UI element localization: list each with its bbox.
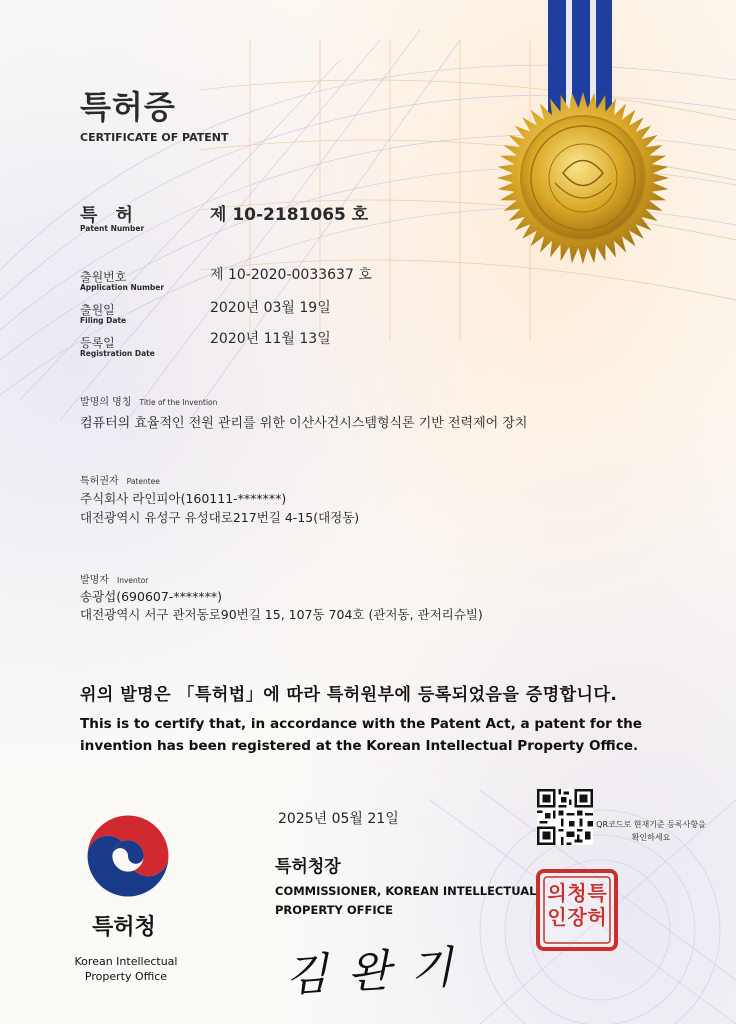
issue-date: 2025년 05월 21일 (278, 811, 399, 827)
svg-text:의: 의 (547, 881, 567, 905)
filing-date-label: 출원일 (80, 303, 115, 317)
svg-text:인: 인 (547, 905, 567, 929)
official-stamp-icon (535, 868, 619, 952)
svg-text:청: 청 (567, 881, 587, 905)
invention-title: 컴퓨터의 효율적인 전원 관리를 위한 이산사건시스템형식론 기반 전력제어 장치 (80, 416, 528, 431)
invention-title-label (80, 393, 217, 408)
patentee-label-ko: 특허권자 (80, 476, 119, 487)
qr-caption: QR코드로 현재기준 등록사항을 확인하세요 (596, 820, 706, 842)
registration-date-label: 등록일 (80, 336, 115, 350)
commissioner-title-en: COMMISSIONER, KOREAN INTELLECTUAL PROPERTY OFFICE (275, 884, 537, 917)
inventor-label (80, 571, 148, 586)
patent-number-value: 제 10-2181065 호 (210, 205, 369, 225)
patent-number-label-en: Patent Number (80, 224, 145, 233)
svg-text:장: 장 (567, 905, 587, 929)
commissioner-title-ko: 특허청장 (275, 857, 341, 877)
registration-date-label-en: Registration Date (80, 349, 155, 358)
certification-statement-ko: 위의 발명은 「특허법」에 따라 특허원부에 등록되었음을 증명합니다. (80, 685, 618, 705)
invention-title-label-ko: 발명의 명칭 (80, 397, 132, 408)
filing-date-value: 2020년 03월 19일 (210, 300, 331, 316)
application-number-value: 제 10-2020-0033637 호 (210, 267, 372, 283)
svg-text:허: 허 (587, 905, 607, 929)
patentee-name: 주식회사 라인피아(160111-*******) (80, 491, 287, 506)
patentee-label-en: Patentee (126, 477, 160, 486)
invention-title-label-en: Title of the Invention (139, 398, 218, 407)
patentee-label (80, 472, 160, 487)
registration-date-value: 2020년 11월 13일 (210, 331, 331, 347)
application-number-label-en: Application Number (80, 283, 165, 292)
office-name-ko: 특허청 (92, 915, 156, 940)
certificate-subtitle: CERTIFICATE OF PATENT (80, 131, 229, 144)
patentee-address: 대전광역시 유성구 유성대로217번길 4-15(대정동) (80, 510, 360, 525)
gold-seal-icon (493, 88, 673, 268)
inventor-label-en: Inventor (116, 576, 149, 585)
certificate-title: 특허증 (80, 88, 176, 126)
certification-statement-en: This is to certify that, in accordance with the Patent Act, a patent for the invention has been registered at the Korean Intellectual Property Office. (80, 716, 643, 754)
inventor-name: 송광섭(690607-*******) (80, 589, 222, 604)
svg-text:특: 특 (587, 881, 607, 905)
inventor-label-ko: 발명자 (80, 575, 109, 586)
taegeuk-logo-icon (82, 810, 174, 902)
qr-code-icon (537, 789, 593, 845)
application-number-label: 출원번호 (80, 270, 127, 284)
office-name-en: Korean Intellectual Property Office (74, 955, 178, 983)
filing-date-label-en: Filing Date (80, 316, 127, 325)
inventor-address: 대전광역시 서구 관저동로90번길 15, 107동 704호 (관저동, 관저리슈빌) (80, 607, 483, 622)
commissioner-signature: 김완기 (284, 941, 474, 1002)
patent-number-label: 특 허 (80, 205, 140, 226)
